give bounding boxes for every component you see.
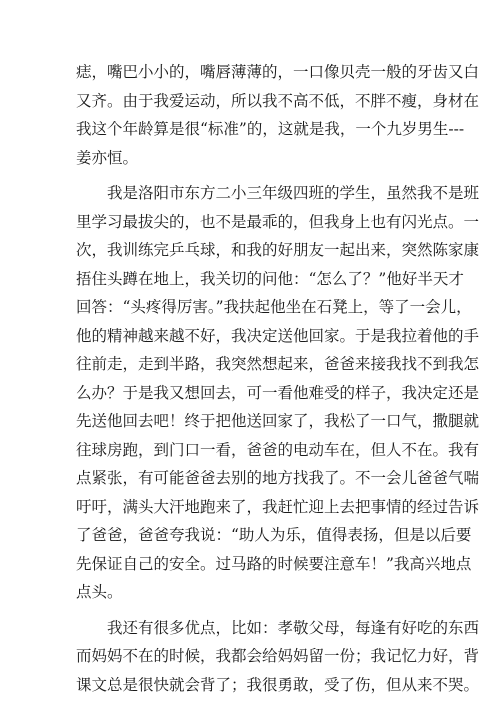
text-line: 点头。: [76, 583, 123, 601]
text-line: 次，我训练完乒乓球，和我的好朋友一起出来，突然陈家康: [76, 241, 480, 259]
text-line: 我这个年龄算是很“标准”的，这就是我，一个九岁男生---: [76, 120, 465, 138]
text-line: 我是洛阳市东方二小三年级四班的学生，虽然我不是班: [76, 184, 480, 202]
text-line: 点紧张，有可能爸爸去别的地方找我了。不一会儿爸爸气喘: [76, 469, 480, 487]
text-line: 课文总是很快就会背了；我很勇敢，受了伤，但从来不哭。: [76, 675, 480, 694]
text-line: 回答：“头疼得厉害。”我扶起他坐在石凳上，等了一会儿，: [76, 298, 472, 316]
text-line: 了爸爸，爸爸夸我说：“助人为乐，值得表扬，但是以后要: [76, 526, 472, 544]
text-line: 先保证自己的安全。过马路的时候要注意车！”我高兴地点: [76, 554, 472, 573]
paragraph-merits: [76, 614, 480, 700]
text-line: 我还有很多优点，比如：孝敬父母，每逢有好吃的东西: [76, 618, 480, 637]
paragraph-story: [76, 179, 480, 607]
text-line: 捂住头蹲在地上，我关切的问他：“怎么了？”他好半天才: [76, 269, 464, 288]
text-line: 又齐。由于我爱运动，所以我不高不低，不胖不瘦，身材在: [76, 91, 480, 110]
text-line: 而妈妈不在的时候，我都会给妈妈留一份；我记忆力好，背: [76, 647, 480, 665]
essay-body: [76, 58, 480, 699]
text-line: 往前走，走到半路，我突然想起来，爸爸来接我找不到我怎: [76, 355, 480, 373]
text-line: 先送他回去吧！终于把他送回家了，我松了一口气，撒腿就: [76, 412, 480, 430]
text-line: 他的精神越来越不好，我决定送他回家。于是我拉着他的手: [76, 326, 480, 345]
paragraph-self-description: [76, 58, 480, 172]
paragraph-gap: [76, 172, 436, 179]
text-line: 里学习最拔尖的，也不是最乖的，但我身上也有闪光点。一: [76, 212, 480, 231]
text-line: 痣，嘴巴小小的，嘴唇薄薄的，一口像贝壳一般的牙齿又白: [76, 63, 480, 81]
text-line: 姜亦恒。: [76, 148, 139, 167]
text-line: 吁吁，满头大汗地跑来了，我赶忙迎上去把事情的经过告诉: [76, 497, 480, 516]
text-line: 么办？于是我又想回去，可一看他难受的样子，我决定还是: [76, 383, 480, 402]
paragraph-gap: [76, 607, 436, 614]
text-line: 往球房跑，到门口一看，爸爸的电动车在，但人不在。我有: [76, 440, 480, 459]
